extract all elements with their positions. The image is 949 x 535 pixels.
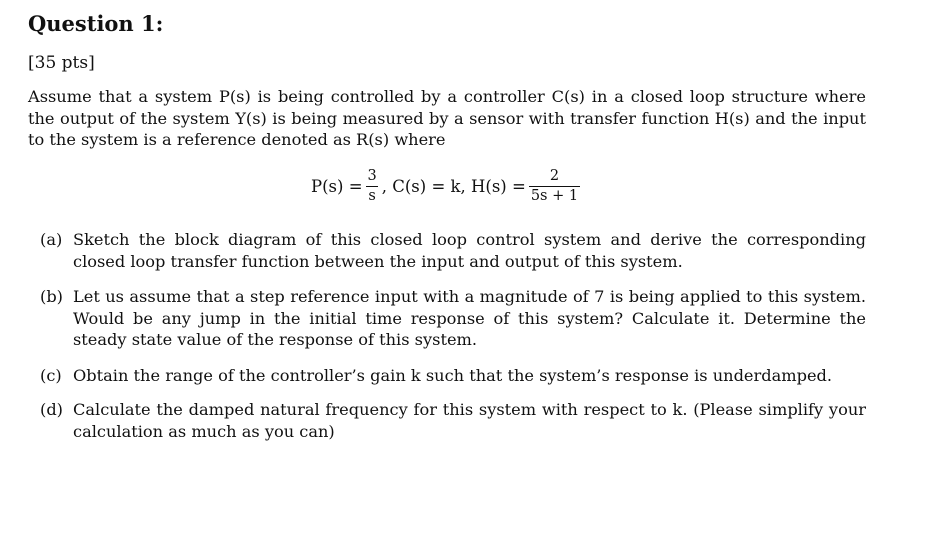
transfer-function-equation: [311, 164, 583, 208]
part-c-label: (c): [40, 365, 62, 385]
sensor-denominator: 5s + 1: [530, 187, 579, 204]
part-a-text: Sketch the block diagram of this closed loop control system and derive the corresponding closed loop transfer function between the input and output of this system.: [73, 230, 866, 271]
part-d-label: (d): [40, 400, 63, 419]
controller-sensor-lhs: , C(s) = k, H(s) =: [381, 176, 526, 196]
question-parts: [40, 229, 866, 442]
plant-numerator: 3: [367, 167, 377, 184]
part-c: [40, 365, 866, 387]
sensor-fraction: [529, 168, 580, 205]
problem-statement: Assume that a system P(s) is being controlled by a controller C(s) in a closed loop structure where the output of the system Y(s) is being measured by a sensor with transfer function H(s) and the input to the system is a reference denoted as R(s) where: [28, 87, 866, 150]
sensor-numerator: 2: [549, 167, 560, 184]
part-a-label: (a): [40, 230, 63, 249]
part-b-label: (b): [40, 287, 63, 306]
plant-lhs: P(s) =: [311, 176, 363, 196]
points-label: [35 pts]: [28, 53, 95, 73]
part-a: [40, 229, 866, 272]
part-c-text: Obtain the range of the controller’s gain k such that the system’s response is underdamped.: [73, 365, 833, 385]
plant-fraction: [366, 168, 379, 205]
part-d: [40, 399, 866, 442]
part-b-text: Let us assume that a step reference input with a magnitude of 7 is being applied to this system. Would be any jump in the initial time response of this system? Calculate it. Determine the steady state value of the response of this system.: [73, 287, 866, 349]
question-title: Question 1:: [28, 11, 164, 36]
plant-denominator: s: [368, 187, 376, 204]
part-b: [40, 286, 866, 351]
part-d-text: Calculate the damped natural frequency for this system with respect to k. (Please simplify your calculation as much as you can): [73, 400, 866, 441]
